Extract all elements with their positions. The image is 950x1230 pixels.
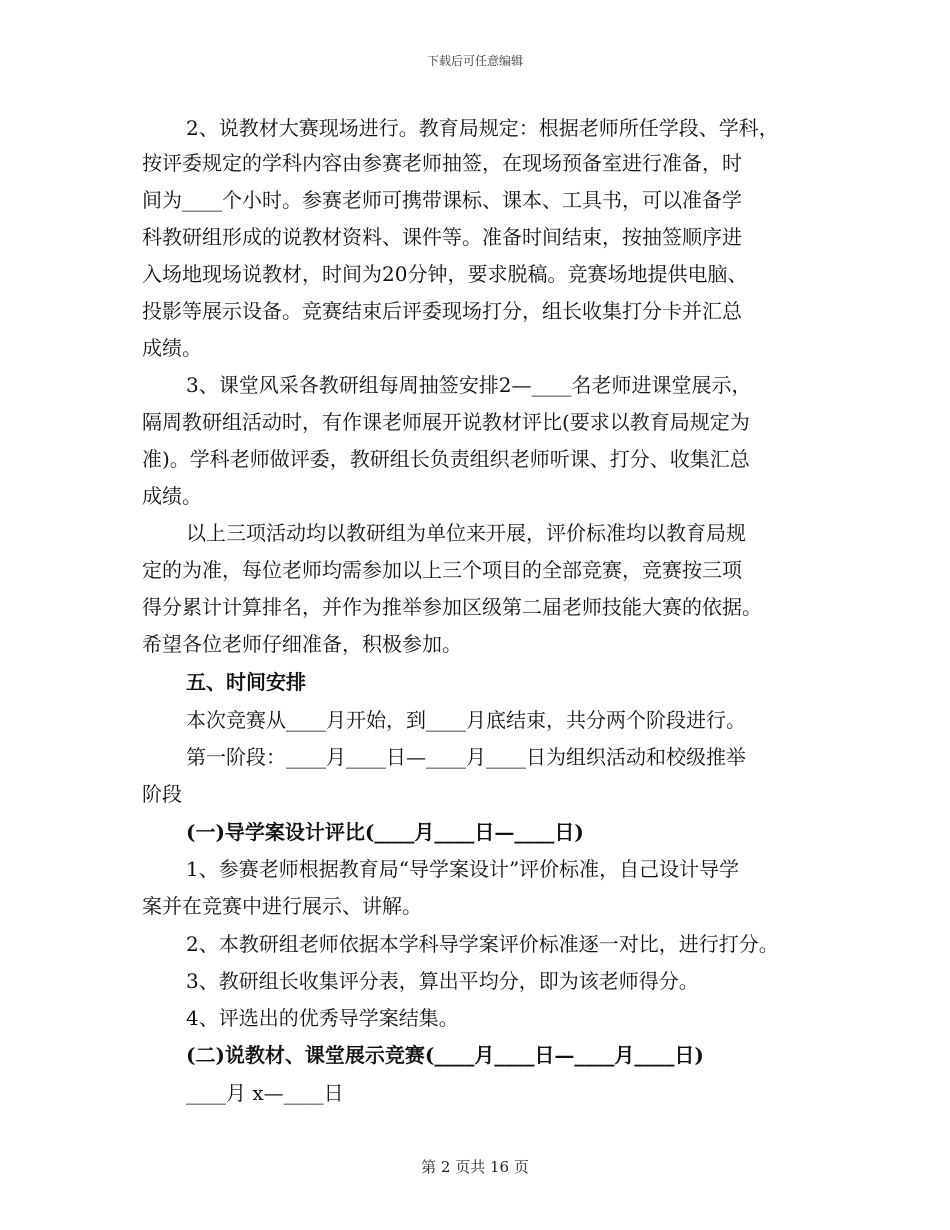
- text-line: 3、教研组长收集评分表，算出平均分，即为该老师得分。: [186, 969, 699, 993]
- text-line: 按评委规定的学科内容由参赛老师抽签，在现场预备室进行准备，时: [142, 151, 742, 175]
- text-line: 第一阶段：____月____日—____月____日为组织活动和校级推举: [186, 745, 746, 769]
- subsection-heading: (二)说教材、课堂展示竞赛(____月____日—____月____日): [186, 1043, 704, 1067]
- text-line: 成绩。: [142, 336, 202, 360]
- text-line: 案并在竞赛中进行展示、讲解。: [142, 894, 422, 918]
- subsection-heading: (一)导学案设计评比(____月____日—____日): [186, 820, 584, 844]
- text-line: 3、课堂风采各教研组每周抽签安排2—____名老师进课堂展示，: [186, 373, 752, 397]
- text-line: 准)。学科老师做评委，教研组长负责组织老师听课、打分、收集汇总: [142, 447, 750, 471]
- text-line: 投影等展示设备。竞赛结束后评委现场打分，组长收集打分卡并汇总: [142, 299, 742, 323]
- text-line: 定的为准，每位老师均需参加以上三个项目的全部竞赛，竞赛按三项: [142, 558, 742, 582]
- text-line: 成绩。: [142, 484, 202, 508]
- text-line: 2、说教材大赛现场进行。教育局规定：根据老师所任学段、学科，: [186, 116, 779, 140]
- text-line: 入场地现场说教材，时间为20分钟，要求脱稿。竞赛场地提供电脑、: [142, 262, 748, 286]
- page-header: 下载后可任意编辑: [426, 54, 523, 68]
- text-line: ____月 x—____日: [186, 1081, 344, 1105]
- text-line: 4、评选出的优秀导学案结集。: [186, 1006, 459, 1030]
- text-line: 得分累计计算排名，并作为推举参加区级第二届老师技能大赛的依据。: [142, 595, 762, 619]
- text-line: 间为____个小时。参赛老师可携带课标、课本、工具书，可以准备学: [142, 188, 742, 212]
- text-line: 科教研组形成的说教材资料、课件等。准备时间结束，按抽签顺序进: [142, 225, 742, 249]
- text-line: 2、本教研组老师依据本学科导学案评价标准逐一对比，进行打分。: [186, 932, 779, 956]
- text-line: 1、参赛老师根据教育局“导学案设计”评价标准，自己设计导学: [186, 857, 740, 881]
- page-footer: 第 2 页共 16 页: [421, 1158, 529, 1176]
- text-line: 本次竞赛从____月开始，到____月底结束，共分两个阶段进行。: [186, 708, 746, 732]
- text-line: 希望各位老师仔细准备，积极参加。: [142, 632, 462, 656]
- text-line: 阶段: [142, 782, 182, 806]
- text-line: 隔周教研组活动时，有作课老师展开说教材评比(要求以教育局规定为: [142, 410, 750, 434]
- section-heading: 五、时间安排: [186, 670, 306, 694]
- text-line: 以上三项活动均以教研组为单位来开展，评价标准均以教育局规: [186, 521, 746, 545]
